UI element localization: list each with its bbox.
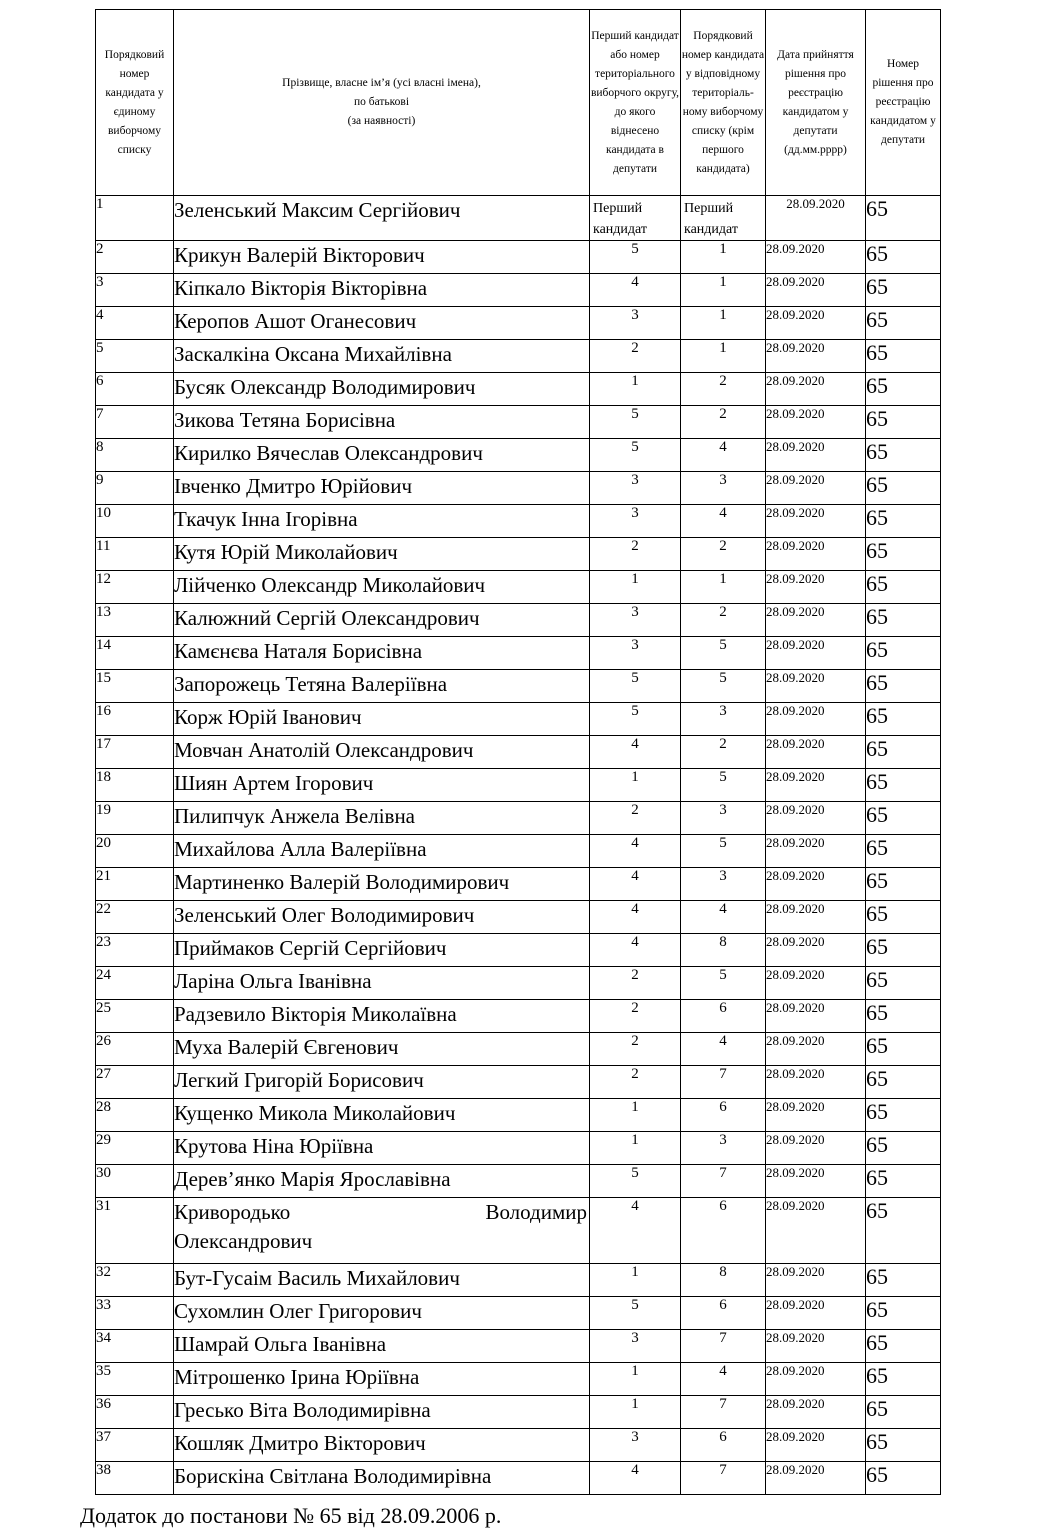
table-row bbox=[96, 1429, 941, 1462]
district-cell: 4 bbox=[590, 868, 681, 901]
decision-cell: 65 bbox=[866, 505, 941, 538]
row-number: 13 bbox=[96, 604, 174, 637]
list-position-cell: 6 bbox=[681, 1000, 766, 1033]
date-cell: 28.09.2020 bbox=[766, 637, 866, 670]
district-cell: 5 bbox=[590, 241, 681, 274]
row-number: 22 bbox=[96, 901, 174, 934]
candidate-name: Бут-Гусаім Василь Михайлович bbox=[174, 1264, 590, 1297]
list-position-cell: 2 bbox=[681, 373, 766, 406]
date-cell: 28.09.2020 bbox=[766, 967, 866, 1000]
row-number: 36 bbox=[96, 1396, 174, 1429]
candidate-name: Заскалкіна Оксана Михайлівна bbox=[174, 340, 590, 373]
district-cell: 3 bbox=[590, 472, 681, 505]
row-number: 26 bbox=[96, 1033, 174, 1066]
row-number: 5 bbox=[96, 340, 174, 373]
table-row bbox=[96, 274, 941, 307]
row-number: 25 bbox=[96, 1000, 174, 1033]
list-position-cell: 3 bbox=[681, 703, 766, 736]
decision-cell: 65 bbox=[866, 604, 941, 637]
district-cell: 1 bbox=[590, 1264, 681, 1297]
list-position-cell: 4 bbox=[681, 505, 766, 538]
table-row bbox=[96, 1099, 941, 1132]
decision-cell: 65 bbox=[866, 439, 941, 472]
header-number: Порядковий номер кандидата у єдиному виборчому списку bbox=[96, 10, 174, 196]
table-row bbox=[96, 505, 941, 538]
candidate-name-line1 bbox=[174, 1198, 589, 1227]
district-cell: 2 bbox=[590, 802, 681, 835]
header-decision: Номер рішення про реєстрацію кандидатом у депутати bbox=[866, 10, 941, 196]
table-row bbox=[96, 1132, 941, 1165]
decision-cell: 65 bbox=[866, 1363, 941, 1396]
district-cell: 1 bbox=[590, 1132, 681, 1165]
decision-cell: 65 bbox=[866, 835, 941, 868]
candidate-name: Зикова Тетяна Борисівна bbox=[174, 406, 590, 439]
table-row bbox=[96, 1033, 941, 1066]
table-row bbox=[96, 670, 941, 703]
candidate-name: Ткачук Інна Ігорівна bbox=[174, 505, 590, 538]
candidate-name: Легкий Григорій Борисович bbox=[174, 1066, 590, 1099]
district-cell: 2 bbox=[590, 1066, 681, 1099]
date-cell: 28.09.2020 bbox=[766, 472, 866, 505]
candidate-name: Шиян Артем Ігорович bbox=[174, 769, 590, 802]
decision-cell: 65 bbox=[866, 670, 941, 703]
candidate-name: Мовчан Анатолій Олександрович bbox=[174, 736, 590, 769]
table-row bbox=[96, 439, 941, 472]
table-row bbox=[96, 967, 941, 1000]
candidate-name: Кущенко Микола Миколайович bbox=[174, 1099, 590, 1132]
date-cell: 28.09.2020 bbox=[766, 901, 866, 934]
list-position-cell: 4 bbox=[681, 901, 766, 934]
candidate-name: Кирилко Вячеслав Олександрович bbox=[174, 439, 590, 472]
row-number: 30 bbox=[96, 1165, 174, 1198]
candidate-name: Крутова Ніна Юріївна bbox=[174, 1132, 590, 1165]
table-row bbox=[96, 241, 941, 274]
district-cell: 3 bbox=[590, 505, 681, 538]
decision-cell: 65 bbox=[866, 196, 941, 241]
district-cell: 3 bbox=[590, 1330, 681, 1363]
candidate-name: Ларіна Ольга Іванівна bbox=[174, 967, 590, 1000]
candidate-name: Муха Валерій Євгенович bbox=[174, 1033, 590, 1066]
row-number: 11 bbox=[96, 538, 174, 571]
candidate-name: Запорожець Тетяна Валеріївна bbox=[174, 670, 590, 703]
candidate-name: Сухомлин Олег Григорович bbox=[174, 1297, 590, 1330]
decision-cell: 65 bbox=[866, 1462, 941, 1495]
candidate-name: Бусяк Олександр Володимирович bbox=[174, 373, 590, 406]
row-number: 6 bbox=[96, 373, 174, 406]
candidate-name: Зеленський Олег Володимирович bbox=[174, 901, 590, 934]
candidate-name-line2: Олександрович bbox=[174, 1229, 313, 1253]
header-row bbox=[96, 10, 941, 196]
decision-cell: 65 bbox=[866, 1330, 941, 1363]
district-cell: 2 bbox=[590, 1033, 681, 1066]
district-cell: 2 bbox=[590, 1000, 681, 1033]
list-position-cell: 1 bbox=[681, 340, 766, 373]
candidate-name: Борискіна Світлана Володимирівна bbox=[174, 1462, 590, 1495]
row-number: 38 bbox=[96, 1462, 174, 1495]
list-position-cell: 3 bbox=[681, 868, 766, 901]
decision-cell: 65 bbox=[866, 967, 941, 1000]
table-row bbox=[96, 835, 941, 868]
date-cell: 28.09.2020 bbox=[766, 274, 866, 307]
candidate-surname: Кривородько bbox=[174, 1200, 291, 1224]
list-position-cell: 5 bbox=[681, 670, 766, 703]
candidates-table bbox=[95, 9, 941, 1495]
date-cell: 28.09.2020 bbox=[766, 1330, 866, 1363]
row-number: 16 bbox=[96, 703, 174, 736]
decision-cell: 65 bbox=[866, 1099, 941, 1132]
list-position-cell: 1 bbox=[681, 571, 766, 604]
list-position-cell: 6 bbox=[681, 1297, 766, 1330]
row-number: 23 bbox=[96, 934, 174, 967]
row-number: 9 bbox=[96, 472, 174, 505]
row-number: 4 bbox=[96, 307, 174, 340]
district-cell: 5 bbox=[590, 439, 681, 472]
district-cell: 1 bbox=[590, 571, 681, 604]
date-cell: 28.09.2020 bbox=[766, 1198, 866, 1264]
decision-cell: 65 bbox=[866, 571, 941, 604]
date-cell: 28.09.2020 bbox=[766, 835, 866, 868]
district-cell: 3 bbox=[590, 637, 681, 670]
date-cell: 28.09.2020 bbox=[766, 1000, 866, 1033]
candidate-name: Калюжний Сергій Олександрович bbox=[174, 604, 590, 637]
candidate-name: Корж Юрій Іванович bbox=[174, 703, 590, 736]
header-name-line3: (за наявності) bbox=[347, 115, 416, 127]
row-number: 35 bbox=[96, 1363, 174, 1396]
candidate-name: Кутя Юрій Миколайович bbox=[174, 538, 590, 571]
table-row bbox=[96, 637, 941, 670]
district-cell: 3 bbox=[590, 307, 681, 340]
date-cell: 28.09.2020 bbox=[766, 373, 866, 406]
row-number: 17 bbox=[96, 736, 174, 769]
district-cell: 1 bbox=[590, 1363, 681, 1396]
row-number: 24 bbox=[96, 967, 174, 1000]
candidate-name: Лійченко Олександр Миколайович bbox=[174, 571, 590, 604]
row-number: 33 bbox=[96, 1297, 174, 1330]
decision-cell: 65 bbox=[866, 802, 941, 835]
decision-cell: 65 bbox=[866, 406, 941, 439]
row-number: 32 bbox=[96, 1264, 174, 1297]
list-position-cell: 4 bbox=[681, 439, 766, 472]
table-row bbox=[96, 538, 941, 571]
row-number: 27 bbox=[96, 1066, 174, 1099]
decision-cell: 65 bbox=[866, 1198, 941, 1264]
district-cell: 3 bbox=[590, 1429, 681, 1462]
date-cell: 28.09.2020 bbox=[766, 934, 866, 967]
candidate-name: Зеленський Максим Сергійович bbox=[174, 196, 590, 241]
table-row bbox=[96, 1396, 941, 1429]
candidate-name: Мітрошенко Ірина Юріївна bbox=[174, 1363, 590, 1396]
candidate-name: Керопов Ашот Оганесович bbox=[174, 307, 590, 340]
district-cell: 1 bbox=[590, 769, 681, 802]
list-position-cell: 2 bbox=[681, 736, 766, 769]
date-cell: 28.09.2020 bbox=[766, 439, 866, 472]
list-position-cell: 8 bbox=[681, 934, 766, 967]
candidate-name: Кошляк Дмитро Вікторович bbox=[174, 1429, 590, 1462]
list-position-cell: 7 bbox=[681, 1066, 766, 1099]
table-row bbox=[96, 1264, 941, 1297]
decision-cell: 65 bbox=[866, 1297, 941, 1330]
table-row bbox=[96, 934, 941, 967]
candidate-name: Кіпкало Вікторія Вікторівна bbox=[174, 274, 590, 307]
decision-cell: 65 bbox=[866, 736, 941, 769]
date-cell: 28.09.2020 bbox=[766, 196, 866, 241]
candidate-name: Шамрай Ольга Іванівна bbox=[174, 1330, 590, 1363]
date-cell: 28.09.2020 bbox=[766, 1066, 866, 1099]
list-position-cell: 3 bbox=[681, 472, 766, 505]
row-number: 20 bbox=[96, 835, 174, 868]
district-cell: 5 bbox=[590, 1297, 681, 1330]
date-cell: 28.09.2020 bbox=[766, 802, 866, 835]
decision-cell: 65 bbox=[866, 307, 941, 340]
footer-note: Додаток до постанови № 65 від 28.09.2006 р. bbox=[80, 1503, 502, 1528]
date-cell: 28.09.2020 bbox=[766, 538, 866, 571]
row-number: 10 bbox=[96, 505, 174, 538]
district-cell: 4 bbox=[590, 274, 681, 307]
date-cell: 28.09.2020 bbox=[766, 736, 866, 769]
date-cell: 28.09.2020 bbox=[766, 604, 866, 637]
header-date: Дата прийняття рішення про реєстрацію кандидатом у депутати (дд.мм.рррр) bbox=[766, 10, 866, 196]
table-row bbox=[96, 1363, 941, 1396]
district-cell: 2 bbox=[590, 538, 681, 571]
district-cell: 4 bbox=[590, 835, 681, 868]
header-name bbox=[174, 10, 590, 196]
decision-cell: 65 bbox=[866, 934, 941, 967]
table-row bbox=[96, 1198, 941, 1264]
candidate-first-name: Володимир bbox=[485, 1200, 587, 1224]
decision-cell: 65 bbox=[866, 637, 941, 670]
row-number: 12 bbox=[96, 571, 174, 604]
date-cell: 28.09.2020 bbox=[766, 1132, 866, 1165]
candidate-name: Радзевило Вікторія Миколаївна bbox=[174, 1000, 590, 1033]
decision-cell: 65 bbox=[866, 241, 941, 274]
candidate-name: Івченко Дмитро Юрійович bbox=[174, 472, 590, 505]
list-position-cell: Перший кандидат bbox=[681, 196, 766, 241]
row-number: 3 bbox=[96, 274, 174, 307]
district-cell: 1 bbox=[590, 1396, 681, 1429]
decision-cell: 65 bbox=[866, 472, 941, 505]
candidate-name: Пилипчук Анжела Велівна bbox=[174, 802, 590, 835]
district-cell: 4 bbox=[590, 1198, 681, 1264]
decision-cell: 65 bbox=[866, 1429, 941, 1462]
list-position-cell: 5 bbox=[681, 835, 766, 868]
date-cell: 28.09.2020 bbox=[766, 670, 866, 703]
row-number: 1 bbox=[96, 196, 174, 241]
date-cell: 28.09.2020 bbox=[766, 1033, 866, 1066]
district-cell: 1 bbox=[590, 373, 681, 406]
table-row bbox=[96, 604, 941, 637]
decision-cell: 65 bbox=[866, 538, 941, 571]
decision-cell: 65 bbox=[866, 1066, 941, 1099]
table-row bbox=[96, 373, 941, 406]
candidate-name: Мартиненко Валерій Володимирович bbox=[174, 868, 590, 901]
date-cell: 28.09.2020 bbox=[766, 1165, 866, 1198]
list-position-cell: 6 bbox=[681, 1198, 766, 1264]
table-row bbox=[96, 736, 941, 769]
table-row bbox=[96, 340, 941, 373]
list-position-cell: 6 bbox=[681, 1429, 766, 1462]
decision-cell: 65 bbox=[866, 868, 941, 901]
date-cell: 28.09.2020 bbox=[766, 340, 866, 373]
district-cell: 1 bbox=[590, 1099, 681, 1132]
table-row bbox=[96, 472, 941, 505]
date-cell: 28.09.2020 bbox=[766, 406, 866, 439]
candidate-name bbox=[174, 1198, 590, 1264]
decision-cell: 65 bbox=[866, 1132, 941, 1165]
decision-cell: 65 bbox=[866, 274, 941, 307]
district-cell: 4 bbox=[590, 1462, 681, 1495]
decision-cell: 65 bbox=[866, 1264, 941, 1297]
row-number: 29 bbox=[96, 1132, 174, 1165]
list-position-cell: 7 bbox=[681, 1330, 766, 1363]
date-cell: 28.09.2020 bbox=[766, 1462, 866, 1495]
row-number: 31 bbox=[96, 1198, 174, 1264]
list-position-cell: 7 bbox=[681, 1165, 766, 1198]
table-row bbox=[96, 1462, 941, 1495]
date-cell: 28.09.2020 bbox=[766, 571, 866, 604]
table-row bbox=[96, 196, 941, 241]
decision-cell: 65 bbox=[866, 769, 941, 802]
decision-cell: 65 bbox=[866, 1000, 941, 1033]
district-cell: Перший кандидат bbox=[590, 196, 681, 241]
row-number: 7 bbox=[96, 406, 174, 439]
table-row bbox=[96, 1330, 941, 1363]
date-cell: 28.09.2020 bbox=[766, 769, 866, 802]
list-position-cell: 7 bbox=[681, 1462, 766, 1495]
date-cell: 28.09.2020 bbox=[766, 1363, 866, 1396]
list-position-cell: 1 bbox=[681, 274, 766, 307]
district-cell: 2 bbox=[590, 340, 681, 373]
date-cell: 28.09.2020 bbox=[766, 1264, 866, 1297]
table-row bbox=[96, 406, 941, 439]
district-cell: 5 bbox=[590, 406, 681, 439]
list-position-cell: 2 bbox=[681, 604, 766, 637]
table-row bbox=[96, 1297, 941, 1330]
row-number: 8 bbox=[96, 439, 174, 472]
candidate-name: Дерев’янко Марія Ярославівна bbox=[174, 1165, 590, 1198]
date-cell: 28.09.2020 bbox=[766, 1297, 866, 1330]
list-position-cell: 1 bbox=[681, 241, 766, 274]
row-number: 14 bbox=[96, 637, 174, 670]
list-position-cell: 5 bbox=[681, 967, 766, 1000]
table-row bbox=[96, 703, 941, 736]
header-name-line2: по батькові bbox=[353, 96, 410, 108]
decision-cell: 65 bbox=[866, 1396, 941, 1429]
row-number: 15 bbox=[96, 670, 174, 703]
table-row bbox=[96, 1165, 941, 1198]
decision-cell: 65 bbox=[866, 373, 941, 406]
list-position-cell: 1 bbox=[681, 307, 766, 340]
list-position-cell: 2 bbox=[681, 538, 766, 571]
list-position-cell: 3 bbox=[681, 802, 766, 835]
table-row bbox=[96, 802, 941, 835]
list-position-cell: 6 bbox=[681, 1099, 766, 1132]
candidate-name: Камєнєва Наталя Борисівна bbox=[174, 637, 590, 670]
date-cell: 28.09.2020 bbox=[766, 241, 866, 274]
table-row bbox=[96, 901, 941, 934]
list-position-cell: 3 bbox=[681, 1132, 766, 1165]
district-cell: 4 bbox=[590, 934, 681, 967]
list-position-cell: 5 bbox=[681, 637, 766, 670]
row-number: 19 bbox=[96, 802, 174, 835]
table-row bbox=[96, 571, 941, 604]
date-cell: 28.09.2020 bbox=[766, 1396, 866, 1429]
district-cell: 4 bbox=[590, 901, 681, 934]
date-cell: 28.09.2020 bbox=[766, 1099, 866, 1132]
date-cell: 28.09.2020 bbox=[766, 307, 866, 340]
district-cell: 3 bbox=[590, 604, 681, 637]
date-cell: 28.09.2020 bbox=[766, 1429, 866, 1462]
header-district: Перший кандидат або номер територіального виборчого округу, до якого віднесено кандидата в депутати bbox=[590, 10, 681, 196]
decision-cell: 65 bbox=[866, 1033, 941, 1066]
candidate-name: Михайлова Алла Валеріївна bbox=[174, 835, 590, 868]
header-list-position: Порядковий номер кандидата у відповідному територіаль-ному виборчому списку (крім першого кандидата) bbox=[681, 10, 766, 196]
row-number: 34 bbox=[96, 1330, 174, 1363]
date-cell: 28.09.2020 bbox=[766, 505, 866, 538]
row-number: 18 bbox=[96, 769, 174, 802]
decision-cell: 65 bbox=[866, 703, 941, 736]
list-position-cell: 4 bbox=[681, 1033, 766, 1066]
header-name-line1: Прізвище, власне ім’я (усі власні імена), bbox=[282, 77, 481, 89]
candidate-name: Приймаков Сергій Сергійович bbox=[174, 934, 590, 967]
row-number: 37 bbox=[96, 1429, 174, 1462]
decision-cell: 65 bbox=[866, 340, 941, 373]
list-position-cell: 5 bbox=[681, 769, 766, 802]
date-cell: 28.09.2020 bbox=[766, 868, 866, 901]
table-row bbox=[96, 307, 941, 340]
list-position-cell: 2 bbox=[681, 406, 766, 439]
candidate-name: Крикун Валерій Вікторович bbox=[174, 241, 590, 274]
district-cell: 2 bbox=[590, 967, 681, 1000]
list-position-cell: 8 bbox=[681, 1264, 766, 1297]
row-number: 2 bbox=[96, 241, 174, 274]
district-cell: 5 bbox=[590, 703, 681, 736]
list-position-cell: 4 bbox=[681, 1363, 766, 1396]
candidate-name: Гресько Віта Володимирівна bbox=[174, 1396, 590, 1429]
list-position-cell: 7 bbox=[681, 1396, 766, 1429]
district-cell: 5 bbox=[590, 1165, 681, 1198]
table-row bbox=[96, 868, 941, 901]
row-number: 21 bbox=[96, 868, 174, 901]
row-number: 28 bbox=[96, 1099, 174, 1132]
decision-cell: 65 bbox=[866, 1165, 941, 1198]
district-cell: 5 bbox=[590, 670, 681, 703]
table-row bbox=[96, 1066, 941, 1099]
decision-cell: 65 bbox=[866, 901, 941, 934]
district-cell: 4 bbox=[590, 736, 681, 769]
table-row bbox=[96, 1000, 941, 1033]
date-cell: 28.09.2020 bbox=[766, 703, 866, 736]
table-row bbox=[96, 769, 941, 802]
